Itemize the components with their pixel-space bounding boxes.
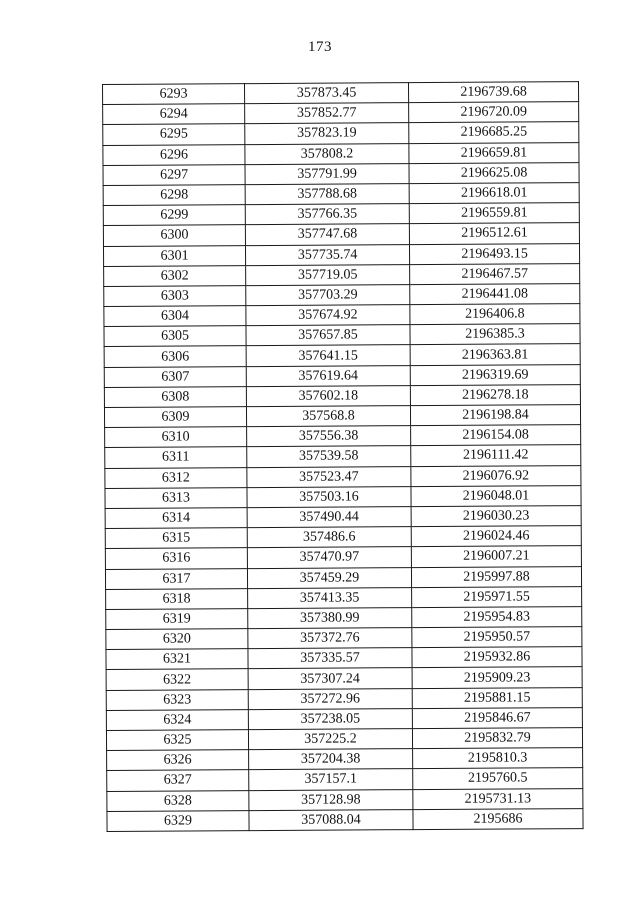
y-coordinate-cell: 2195810.3 xyxy=(413,748,583,769)
y-coordinate-cell: 2195997.88 xyxy=(411,566,581,587)
x-coordinate-cell: 357568.8 xyxy=(246,406,410,427)
table-row xyxy=(105,546,581,569)
x-coordinate-cell: 357204.38 xyxy=(249,749,413,770)
table-row xyxy=(103,82,579,105)
point-id-cell: 6312 xyxy=(105,467,247,488)
point-id-cell: 6325 xyxy=(106,730,248,751)
table-row xyxy=(106,586,582,609)
point-id-cell: 6300 xyxy=(103,225,245,246)
y-coordinate-cell: 2196685.25 xyxy=(409,122,579,143)
y-coordinate-cell: 2195932.86 xyxy=(412,647,582,668)
x-coordinate-cell: 357486.6 xyxy=(247,527,411,548)
point-id-cell: 6315 xyxy=(105,528,247,549)
x-coordinate-cell: 357335.57 xyxy=(248,648,412,669)
y-coordinate-cell: 2195971.55 xyxy=(412,586,582,607)
y-coordinate-cell: 2196319.69 xyxy=(410,364,580,385)
x-coordinate-cell: 357823.19 xyxy=(245,123,409,144)
point-id-cell: 6321 xyxy=(106,649,248,670)
table-row xyxy=(104,364,580,387)
table-row xyxy=(105,526,581,549)
point-id-cell: 6297 xyxy=(103,164,245,185)
table-row xyxy=(104,405,580,428)
point-id-cell: 6310 xyxy=(105,427,247,448)
table-row xyxy=(106,687,582,710)
y-coordinate-cell: 2196198.84 xyxy=(410,405,580,426)
point-id-cell: 6327 xyxy=(107,770,249,791)
y-coordinate-cell: 2196076.92 xyxy=(411,465,581,486)
y-coordinate-cell: 2195950.57 xyxy=(412,627,582,648)
x-coordinate-cell: 357372.76 xyxy=(248,628,412,649)
point-id-cell: 6317 xyxy=(105,568,247,589)
point-id-cell: 6299 xyxy=(103,205,245,226)
coordinates-table-body xyxy=(103,82,584,832)
point-id-cell: 6314 xyxy=(105,508,247,529)
point-id-cell: 6308 xyxy=(104,386,246,407)
point-id-cell: 6316 xyxy=(105,548,247,569)
y-coordinate-cell: 2196493.15 xyxy=(409,243,579,264)
point-id-cell: 6293 xyxy=(103,84,245,105)
x-coordinate-cell: 357307.24 xyxy=(248,668,412,689)
table-row xyxy=(107,748,583,771)
point-id-cell: 6328 xyxy=(107,790,249,811)
y-coordinate-cell: 2195832.79 xyxy=(412,728,582,749)
point-id-cell: 6302 xyxy=(104,265,246,286)
x-coordinate-cell: 357641.15 xyxy=(246,345,410,366)
point-id-cell: 6319 xyxy=(106,608,248,629)
table-row xyxy=(104,384,580,407)
y-coordinate-cell: 2196625.08 xyxy=(409,162,579,183)
y-coordinate-cell: 2196618.01 xyxy=(409,183,579,204)
table-row xyxy=(107,808,583,831)
x-coordinate-cell: 357380.99 xyxy=(248,607,412,628)
x-coordinate-cell: 357852.77 xyxy=(245,103,409,124)
point-id-cell: 6305 xyxy=(104,326,246,347)
x-coordinate-cell: 357470.97 xyxy=(247,547,411,568)
point-id-cell: 6318 xyxy=(106,588,248,609)
x-coordinate-cell: 357088.04 xyxy=(249,809,413,830)
table-row xyxy=(104,263,580,286)
x-coordinate-cell: 357735.74 xyxy=(245,244,409,265)
y-coordinate-cell: 2196154.08 xyxy=(411,425,581,446)
x-coordinate-cell: 357619.64 xyxy=(246,365,410,386)
y-coordinate-cell: 2195909.23 xyxy=(412,667,582,688)
table-row xyxy=(104,304,580,327)
table-row xyxy=(106,627,582,650)
table-row xyxy=(103,243,579,266)
y-coordinate-cell: 2196363.81 xyxy=(410,344,580,365)
point-id-cell: 6320 xyxy=(106,629,248,650)
table-row xyxy=(105,465,581,488)
table-row xyxy=(103,142,579,165)
table-row xyxy=(103,122,579,145)
table-row xyxy=(106,707,582,730)
x-coordinate-cell: 357459.29 xyxy=(247,567,411,588)
y-coordinate-cell: 2195954.83 xyxy=(412,606,582,627)
y-coordinate-cell: 2195846.67 xyxy=(412,707,582,728)
x-coordinate-cell: 357157.1 xyxy=(249,769,413,790)
x-coordinate-cell: 357503.16 xyxy=(247,486,411,507)
table-row xyxy=(107,768,583,791)
x-coordinate-cell: 357272.96 xyxy=(248,688,412,709)
y-coordinate-cell: 2196048.01 xyxy=(411,485,581,506)
y-coordinate-cell: 2196385.3 xyxy=(410,324,580,345)
point-id-cell: 6311 xyxy=(105,447,247,468)
point-id-cell: 6309 xyxy=(104,407,246,428)
coordinates-table xyxy=(102,81,584,832)
y-coordinate-cell: 2196007.21 xyxy=(411,546,581,567)
table-row xyxy=(105,506,581,529)
table-row xyxy=(103,203,579,226)
y-coordinate-cell: 2196111.42 xyxy=(411,445,581,466)
y-coordinate-cell: 2195881.15 xyxy=(412,687,582,708)
x-coordinate-cell: 357791.99 xyxy=(245,163,409,184)
table-row xyxy=(103,162,579,185)
table-row xyxy=(104,344,580,367)
point-id-cell: 6296 xyxy=(103,144,245,165)
point-id-cell: 6313 xyxy=(105,487,247,508)
table-row xyxy=(106,667,582,690)
y-coordinate-cell: 2196559.81 xyxy=(409,203,579,224)
y-coordinate-cell: 2195760.5 xyxy=(413,768,583,789)
y-coordinate-cell: 2196720.09 xyxy=(409,102,579,123)
table-row xyxy=(105,425,581,448)
x-coordinate-cell: 357523.47 xyxy=(247,466,411,487)
point-id-cell: 6326 xyxy=(107,750,249,771)
y-coordinate-cell: 2196659.81 xyxy=(409,142,579,163)
y-coordinate-cell: 2196278.18 xyxy=(410,384,580,405)
y-coordinate-cell: 2196030.23 xyxy=(411,506,581,527)
table-row xyxy=(104,283,580,306)
y-coordinate-cell: 2195686 xyxy=(413,808,583,829)
point-id-cell: 6324 xyxy=(106,709,248,730)
point-id-cell: 6294 xyxy=(103,104,245,125)
table-row xyxy=(105,485,581,508)
y-coordinate-cell: 2196467.57 xyxy=(410,263,580,284)
point-id-cell: 6303 xyxy=(104,286,246,307)
coordinates-table-container xyxy=(102,81,583,832)
table-row xyxy=(103,102,579,125)
x-coordinate-cell: 357719.05 xyxy=(246,264,410,285)
table-row xyxy=(107,788,583,811)
point-id-cell: 6295 xyxy=(103,124,245,145)
x-coordinate-cell: 357674.92 xyxy=(246,305,410,326)
table-row xyxy=(104,324,580,347)
point-id-cell: 6322 xyxy=(106,669,248,690)
x-coordinate-cell: 357225.2 xyxy=(248,729,412,750)
x-coordinate-cell: 357602.18 xyxy=(246,385,410,406)
table-row xyxy=(103,223,579,246)
point-id-cell: 6304 xyxy=(104,306,246,327)
x-coordinate-cell: 357238.05 xyxy=(248,708,412,729)
y-coordinate-cell: 2196024.46 xyxy=(411,526,581,547)
y-coordinate-cell: 2196441.08 xyxy=(410,283,580,304)
point-id-cell: 6298 xyxy=(103,185,245,206)
point-id-cell: 6329 xyxy=(107,810,249,831)
page-number: 173 xyxy=(308,39,332,55)
x-coordinate-cell: 357413.35 xyxy=(248,587,412,608)
y-coordinate-cell: 2196512.61 xyxy=(409,223,579,244)
x-coordinate-cell: 357657.85 xyxy=(246,325,410,346)
x-coordinate-cell: 357766.35 xyxy=(245,204,409,225)
point-id-cell: 6301 xyxy=(103,245,245,266)
x-coordinate-cell: 357128.98 xyxy=(249,789,413,810)
point-id-cell: 6307 xyxy=(104,366,246,387)
table-row xyxy=(105,445,581,468)
x-coordinate-cell: 357539.58 xyxy=(247,446,411,467)
point-id-cell: 6323 xyxy=(106,689,248,710)
table-row xyxy=(106,728,582,751)
y-coordinate-cell: 2195731.13 xyxy=(413,788,583,809)
point-id-cell: 6306 xyxy=(104,346,246,367)
x-coordinate-cell: 357873.45 xyxy=(245,83,409,104)
x-coordinate-cell: 357703.29 xyxy=(246,284,410,305)
x-coordinate-cell: 357747.68 xyxy=(245,224,409,245)
table-row xyxy=(106,606,582,629)
x-coordinate-cell: 357556.38 xyxy=(247,426,411,447)
y-coordinate-cell: 2196406.8 xyxy=(410,304,580,325)
x-coordinate-cell: 357808.2 xyxy=(245,143,409,164)
table-row xyxy=(103,183,579,206)
y-coordinate-cell: 2196739.68 xyxy=(408,82,578,103)
x-coordinate-cell: 357490.44 xyxy=(247,507,411,528)
x-coordinate-cell: 357788.68 xyxy=(245,184,409,205)
table-row xyxy=(106,647,582,670)
table-row xyxy=(105,566,581,589)
